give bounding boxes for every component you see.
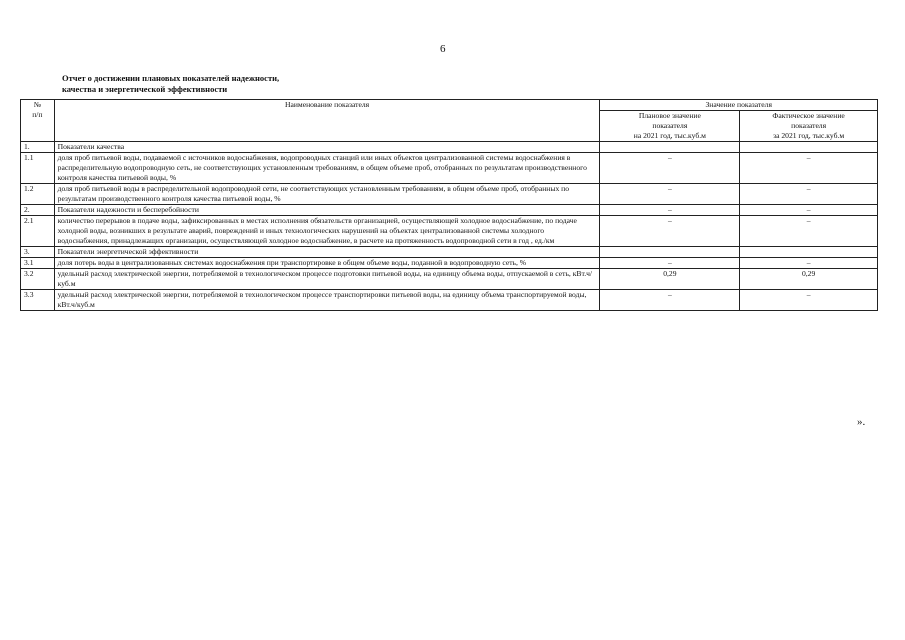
row-number: 1. [21, 142, 55, 153]
table-row [21, 258, 878, 269]
row-plan-value: – [600, 258, 740, 269]
row-plan-value [600, 247, 740, 258]
row-fact-value: – [740, 205, 878, 216]
row-plan-value: – [600, 216, 740, 247]
indicators-table [20, 99, 878, 311]
table-row [21, 269, 878, 290]
row-indicator-name: Показатели энергетической эффективности [54, 247, 600, 258]
row-fact-value: – [740, 258, 878, 269]
row-indicator-name: доля потерь воды в централизованных системах водоснабжения при транспортировке в общем объеме воды, поданной в водопроводную сеть, % [54, 258, 600, 269]
row-indicator-name: удельный расход электрической энергии, потребляемой в технологическом процессе транспортировки питьевой воды, на единицу объема транспортируемой воды, кВт.ч/куб.м [54, 290, 600, 311]
row-number: 3.2 [21, 269, 55, 290]
row-fact-value: – [740, 184, 878, 205]
row-indicator-name: удельный расход электрической энергии, потребляемой в технологическом процессе подготовки питьевой воды, на единицу объема воды, отпускаемой в сеть, кВт.ч/куб.м [54, 269, 600, 290]
row-plan-value: 0,29 [600, 269, 740, 290]
table-row [21, 153, 878, 184]
row-indicator-name: Показатели надежности и бесперебойности [54, 205, 600, 216]
row-number: 3.1 [21, 258, 55, 269]
header-name: Наименование показателя [54, 100, 600, 142]
row-fact-value: – [740, 216, 878, 247]
header-number: № п/п [21, 100, 55, 142]
row-indicator-name: количество перерывов в подаче воды, зафиксированных в местах исполнения обязательств организацией, осуществляющей холодное водоснабжение, по подаче холодной воды, возникших в результате аварий, повреждений и иных технологических нарушений на объектах централизованной системы холодного водоснабжения, принадлежащих организации, осуществляющей холодное водоснабжение, в расчете на протяженность водопроводной сети в год , ед./км [54, 216, 600, 247]
report-title-line-1: Отчет о достижении плановых показателей надежности, [62, 73, 280, 83]
row-plan-value: – [600, 153, 740, 184]
row-fact-value: – [740, 290, 878, 311]
header-row-1 [21, 100, 878, 111]
table-row [21, 247, 878, 258]
table-row [21, 184, 878, 205]
row-number: 1.1 [21, 153, 55, 184]
table-row [21, 142, 878, 153]
table-row [21, 290, 878, 311]
report-title-line-2: качества и энергетической эффективности [62, 84, 228, 94]
row-number: 3. [21, 247, 55, 258]
row-indicator-name: Показатели качества [54, 142, 600, 153]
header-value-group: Значение показателя [600, 100, 878, 111]
header-plan: Плановое значение показателя на 2021 год, тыс.куб.м [600, 111, 740, 142]
table-row [21, 216, 878, 247]
row-plan-value: – [600, 290, 740, 311]
row-fact-value: – [740, 153, 878, 184]
header-fact: Фактическое значение показателя за 2021 год, тыс.куб.м [740, 111, 878, 142]
row-number: 2.1 [21, 216, 55, 247]
row-indicator-name: доля проб питьевой воды в распределительной водопроводной сети, не соответствующих установленным требованиям, в общем объеме проб, отобранных по результатам производственного контроля качества питьевой воды, % [54, 184, 600, 205]
closing-mark: ». [857, 416, 866, 428]
row-fact-value: 0,29 [740, 269, 878, 290]
row-number: 2. [21, 205, 55, 216]
row-indicator-name: доля проб питьевой воды, подаваемой с источников водоснабжения, водопроводных станций или иных объектов централизованной системы водоснабжения в распределительную водопроводную сеть, не соответствующих установленным требованиям, в общем объеме проб, отобранных по результатам производственного контроля качества питьевой воды, % [54, 153, 600, 184]
report-title [62, 73, 279, 95]
row-number: 1.2 [21, 184, 55, 205]
row-plan-value: – [600, 184, 740, 205]
row-fact-value [740, 247, 878, 258]
page-number: 6 [440, 43, 446, 55]
table-body [21, 142, 878, 311]
row-plan-value [600, 142, 740, 153]
row-fact-value [740, 142, 878, 153]
row-number: 3.3 [21, 290, 55, 311]
table-row [21, 205, 878, 216]
row-plan-value: – [600, 205, 740, 216]
